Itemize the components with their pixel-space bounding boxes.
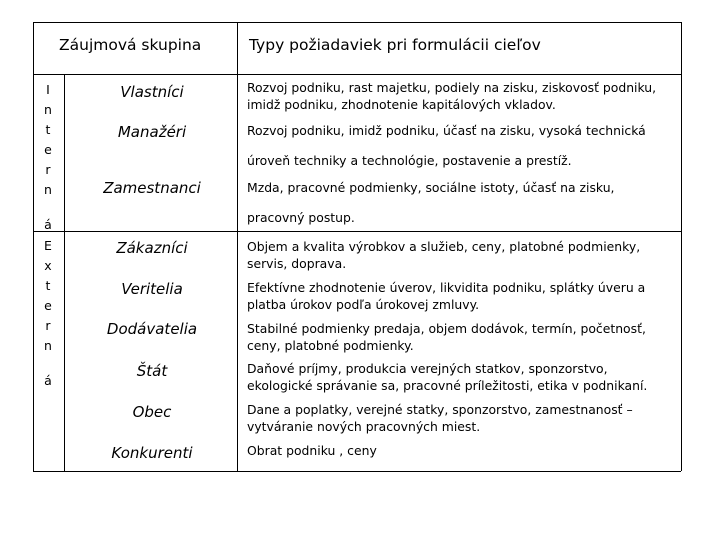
group-municipality: Obec: [132, 403, 172, 421]
stakeholder-table: [33, 22, 681, 471]
desc-municipality: Dane a poplatky, verejné statky, sponzorstvo, zamestnanosť – vytváranie nových pracovných miest.: [247, 402, 633, 434]
side-label-internal: I n t e r n á: [44, 82, 52, 232]
desc-managers-line1: Rozvoj podniku, imidž podniku, účasť na zisku, vysoká technická: [247, 123, 646, 138]
desc-employees-line1: Mzda, pracovné podmienky, sociálne istoty, účasť na zisku,: [247, 180, 615, 195]
group-customers: Zákazníci: [116, 239, 188, 257]
desc-employees-line2: pracovný postup.: [247, 210, 355, 225]
desc-creditors: Efektívne zhodnotenie úverov, likvidita podniku, splátky úveru a platba úrokov podľa úrokovej zmluvy.: [247, 280, 646, 312]
side-label-divider: [64, 74, 65, 471]
group-divider: [33, 231, 681, 232]
side-label-external: E x t e r n á: [44, 238, 52, 388]
group-competitors: Konkurenti: [111, 444, 193, 462]
table-border-bottom: [33, 471, 681, 472]
table-border-top: [33, 22, 681, 23]
group-managers: Manažéri: [117, 123, 187, 141]
desc-managers-line2: úroveň techniky a technológie, postavenie a prestíž.: [247, 153, 572, 168]
group-owners: Vlastníci: [120, 83, 184, 101]
desc-suppliers: Stabilné podmienky predaja, objem dodávok, termín, početnosť, ceny, platobné podmienky.: [247, 321, 646, 353]
table-border-right: [681, 22, 682, 471]
desc-competitors: Obrat podniku , ceny: [247, 443, 377, 458]
group-creditors: Veritelia: [121, 280, 183, 298]
group-suppliers: Dodávatelia: [106, 320, 198, 338]
group-employees: Zamestnanci: [103, 179, 201, 197]
desc-customers: Objem a kvalita výrobkov a služieb, ceny, platobné podmienky, servis, doprava.: [247, 239, 641, 271]
desc-owners: Rozvoj podniku, rast majetku, podiely na zisku, ziskovosť podniku, imidž podniku, zhodnotenie kapitálových vkladov.: [247, 80, 657, 112]
column-divider: [237, 22, 238, 471]
group-state: Štát: [136, 362, 168, 380]
header-requirement-types: Typy požiadaviek pri formulácii cieľov: [249, 36, 541, 54]
header-stakeholder-group: Záujmová skupina: [59, 36, 202, 54]
header-divider: [33, 74, 681, 75]
table-border-left: [33, 22, 34, 471]
desc-state: Daňové príjmy, produkcia verejných statkov, sponzorstvo, ekologické správanie sa, pracovné príležitosti, etika v podnikaní.: [247, 361, 648, 393]
